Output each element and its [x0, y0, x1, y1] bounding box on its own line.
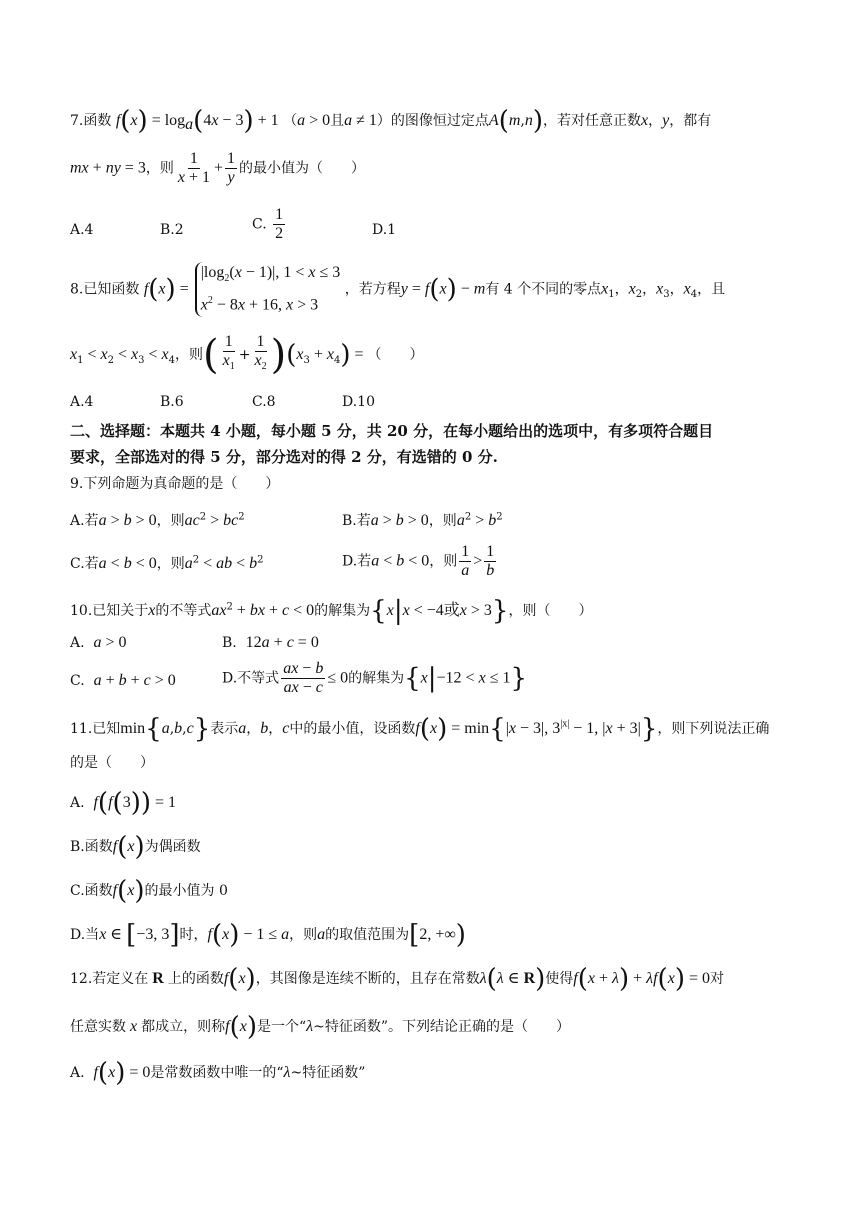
q10-stem: 10.已知关于x的不等式$ax^2$ + bx + c < 0的解集为{x|x < −4或x > 3}，则（ ） — [70, 596, 593, 626]
q11-text: 中的最小值，设函数 — [289, 721, 416, 737]
q7-option-c: C. $\frac{1}{2}$ — [252, 206, 284, 242]
option-text: 的最小值为 0 — [144, 883, 228, 899]
option-text: C.若 — [70, 556, 99, 572]
option-text: 特征函数” — [302, 1065, 366, 1081]
q11-option-c: C.函数f(x)的最小值为 0 — [70, 876, 228, 906]
q9-option-c: C.若a < b < 0，则$a^2$ < ab < $b^2$ — [70, 554, 264, 572]
q10-text: ，则（ ） — [508, 603, 593, 619]
q12-text: 都成立，则称 — [141, 1019, 226, 1035]
q8-text: （ ） — [367, 347, 424, 363]
q9-stem: 9.下列命题为真命题的是（ ） — [70, 476, 280, 492]
q7-line2: mx + ny = 3，则 $\frac{1}{x + 1}$ + $\frac{1}{y}$ 的最小值为（ ） — [70, 150, 365, 186]
q11-text: 表示 — [210, 721, 239, 737]
q8-option-a: A.4 — [70, 394, 94, 410]
q11-text: ，则下列说法正确 — [657, 721, 770, 737]
q8-option-c: C.8 — [252, 394, 276, 410]
option-text: C.函数 — [70, 883, 113, 899]
q7-text: 7.函数 — [70, 113, 112, 129]
q7-text: ， — [648, 113, 663, 129]
option-text: 的解集为 — [348, 670, 405, 687]
q7-option-b: B.2 — [160, 222, 184, 238]
q11-stem: 11.已知min{a,b,c}表示a，b，c中的最小值，设函数f(x) = min{|x − 3|, $3^{|x|} - 1$, |x + 3|}，则下列说法正确 — [70, 714, 770, 744]
q7-text: ，都有 — [669, 113, 712, 129]
q8-text: ，若方程 — [344, 281, 401, 298]
q11-option-d: D.当x ∈ [−3, 3]时，f(x) − 1 ≤ a，则a的取值范围为[2, +∞) — [70, 920, 466, 950]
option-text: A. — [70, 795, 85, 811]
q9-option-a: A.若a > b > 0，则$ac^2 > bc^2$ — [70, 511, 245, 529]
option-text: C. — [70, 673, 85, 689]
q11-option-b: B.函数f(x)为偶函数 — [70, 832, 201, 862]
option-text: 为偶函数 — [144, 839, 201, 855]
option-text: 时， — [179, 927, 208, 943]
q8-text: ，且 — [697, 281, 726, 298]
q7-text: ）的图像恒过定点 — [376, 113, 489, 129]
q7-line1: 7.函数 $f(x) = \log_a(4x - 3) + 1$ （a > 0且a ≠ 1）的图像恒过定点A(m,n)，若对任意正数x，y，都有 — [70, 106, 712, 136]
q8-text: ，则 — [175, 347, 204, 363]
q12-line2: 任意实数 x 都成立，则称f(x)是一个“λ~特征函数”。下列结论正确的是（ ） — [70, 1012, 570, 1042]
q12-text: 对 — [710, 971, 724, 987]
q7-text: 的最小值为（ ） — [239, 160, 365, 177]
q12-line1: 12.若定义在 R 上的函数f(x)，其图像是连续不断的，且存在常数λ(λ ∈ R)使得f(x + λ) + λf(x) = 0对 — [70, 964, 724, 994]
q9-option-d: D.若a < b < 0，则 $\frac{1}{a}$ > $\frac{1}{b}$ — [342, 543, 495, 579]
option-text: B.函数 — [70, 839, 113, 855]
q10-option-a: A. a > 0 — [70, 634, 127, 651]
q12-text: 使得 — [545, 971, 574, 987]
option-text: B.若 — [342, 513, 371, 529]
option-text: 的取值范围为 — [325, 927, 410, 943]
q11-text: 11.已知 — [70, 721, 121, 737]
option-text: D.不等式 — [222, 670, 280, 687]
q10-text: 的不等式 — [155, 603, 212, 619]
section-heading-line1: 二、选择题：本题共 4 小题，每小题 5 分，共 20 分，在每小题给出的选项中，有多项符合题目 — [70, 422, 714, 440]
option-text: A. — [70, 635, 85, 651]
q12-text: 12.若定义在 — [70, 971, 149, 987]
q8-option-d: D.10 — [342, 394, 375, 410]
q11-option-a: A. f(f(3)) = 1 — [70, 788, 177, 818]
option-text: ，则 — [289, 927, 318, 943]
option-text: ，则 — [428, 513, 457, 529]
option-text: B. — [222, 635, 237, 651]
q7-text: 且 — [330, 113, 345, 129]
option-text: ，则 — [429, 553, 458, 570]
q8-line1: 8.已知函数 f(x) = $|\log_2(x - 1)|$, 1 < x ≤ 3 $x^2 - 8x + 16$, x > 3 ，若方程y = f(x) − m有 4 个不同的零点$x_1$，$x_2$，$x_3$，$x_4$，且 — [70, 262, 725, 317]
q10-option-c: C. a + b + c > 0 — [70, 672, 176, 689]
option-label: C. — [252, 216, 267, 233]
q10-option-d: D.不等式 $\frac{ax - b}{ax - c}$ ≤ 0的解集为{x|−12 < x ≤ 1} — [222, 660, 528, 696]
q10-option-b: B. 12a + c = 0 — [222, 634, 319, 651]
q12-text: 特征函数”。下列结论正确的是（ ） — [324, 1019, 570, 1035]
section-heading-line2: 要求，全部选对的得 5 分，部分选对的得 2 分，有选错的 0 分. — [70, 448, 498, 466]
q9-option-b: B.若a > b > 0，则$a^2 > b^2$ — [342, 511, 503, 529]
formula: f — [115, 112, 121, 129]
q8-line2: $x_1 < x_2 < x_3 < x_4$，则( $\frac{1}{x_1}$ + $\frac{1}{x_2}$ )$(x_3 + x_4)$ = （ ） — [70, 332, 424, 378]
option-text: D.当 — [70, 927, 100, 943]
option-text: D.若 — [342, 553, 372, 570]
option-text: ，则 — [156, 513, 185, 529]
option-text: A. — [70, 1065, 85, 1081]
q7-text: ，则 — [145, 160, 174, 177]
q10-text: 10.已知关于 — [70, 603, 149, 619]
option-text: 是常数函数中唯一的“ — [150, 1065, 284, 1081]
q7-option-a: A.4 — [70, 222, 94, 238]
option-text: ，则 — [156, 556, 185, 572]
q12-option-a: A. f(x) = 0是常数函数中唯一的“λ~特征函数” — [70, 1058, 366, 1088]
q12-text: ，其图像是连续不断的，且存在常数 — [255, 971, 480, 987]
q7-text: （ — [283, 113, 298, 129]
q7-text: ，若对任意正数 — [543, 113, 642, 129]
q8-text: 8.已知函数 — [70, 281, 140, 298]
q7-option-d: D.1 — [372, 222, 397, 238]
q12-text: 任意实数 — [70, 1019, 126, 1035]
q12-text: 是一个“ — [256, 1019, 307, 1035]
q10-text: 的解集为 — [314, 603, 371, 619]
option-text: A.若 — [70, 513, 99, 529]
q12-text: 上的函数 — [167, 971, 224, 987]
q8-text: 有 4 个不同的零点 — [485, 281, 602, 298]
q8-option-b: B.6 — [160, 394, 184, 410]
q11-line2: 的是（ ） — [70, 755, 154, 771]
